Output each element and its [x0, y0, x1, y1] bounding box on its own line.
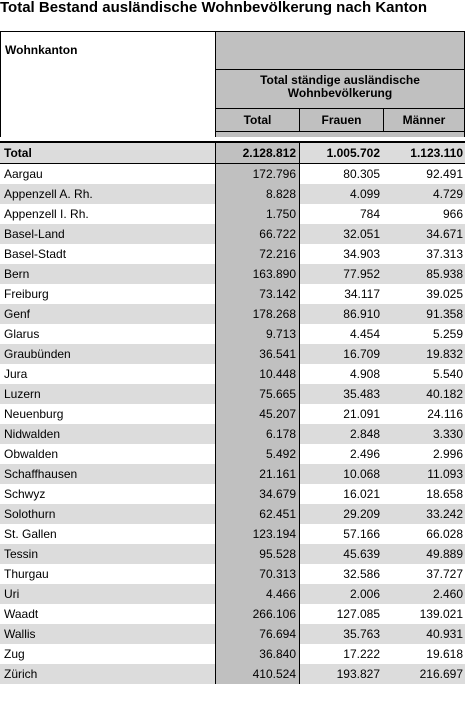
- table-row[interactable]: [0, 544, 465, 564]
- cell-frauen: 32.586: [300, 564, 384, 584]
- row-name: Graubünden: [0, 344, 216, 364]
- cell-maenner: 39.025: [383, 284, 465, 304]
- cell-maenner: 139.021: [383, 604, 465, 624]
- cell-frauen: 193.827: [300, 664, 384, 684]
- row-name: Genf: [0, 304, 216, 324]
- cell-total: 73.142: [216, 284, 300, 304]
- cell-total: 66.722: [216, 224, 300, 244]
- cell-frauen: 45.639: [300, 544, 384, 564]
- cell-frauen: 29.209: [300, 504, 384, 524]
- table-row[interactable]: [0, 284, 465, 304]
- row-name: Basel-Land: [0, 224, 216, 244]
- cell-maenner: 37.727: [383, 564, 465, 584]
- cell-maenner: 40.182: [383, 384, 465, 404]
- row-name: Aargau: [0, 164, 216, 185]
- row-name: Zürich: [0, 664, 216, 684]
- cell-frauen: 34.903: [300, 244, 384, 264]
- cell-maenner: 5.259: [383, 324, 465, 344]
- cell-maenner: 4.729: [383, 184, 465, 204]
- cell-maenner: 92.491: [383, 164, 465, 185]
- table-row[interactable]: [0, 624, 465, 644]
- cell-maenner: 19.832: [383, 344, 465, 364]
- cell-total: 36.541: [216, 344, 300, 364]
- cell-maenner: 40.931: [383, 624, 465, 644]
- row-name: Appenzell A. Rh.: [0, 184, 216, 204]
- row-name: Zug: [0, 644, 216, 664]
- row-name: Neuenburg: [0, 404, 216, 424]
- cell-frauen: 784: [300, 204, 384, 224]
- cell-frauen: 2.006: [300, 584, 384, 604]
- cell-frauen: 35.763: [300, 624, 384, 644]
- cell-total: 9.713: [216, 324, 300, 344]
- row-name: Uri: [0, 584, 216, 604]
- cell-frauen: 35.483: [300, 384, 384, 404]
- cell-maenner: 19.618: [383, 644, 465, 664]
- cell-maenner: 85.938: [383, 264, 465, 284]
- table-row[interactable]: [0, 304, 465, 324]
- row-name: St. Gallen: [0, 524, 216, 544]
- table-row[interactable]: [0, 224, 465, 244]
- cell-maenner: 11.093: [383, 464, 465, 484]
- table-row[interactable]: [0, 664, 465, 684]
- row-name: Waadt: [0, 604, 216, 624]
- cell-maenner: 2.996: [383, 444, 465, 464]
- cell-maenner: 216.697: [383, 664, 465, 684]
- table-title: Total Bestand ausländische Wohnbevölkerung nach Kanton: [0, 0, 428, 16]
- cell-maenner: 966: [383, 204, 465, 224]
- cell-frauen: 4.099: [300, 184, 384, 204]
- row-name: Solothurn: [0, 504, 216, 524]
- row-name: Freiburg: [0, 284, 216, 304]
- cell-total: 163.890: [216, 264, 300, 284]
- row-name: Total: [0, 142, 216, 164]
- cell-total: 178.268: [216, 304, 300, 324]
- column-header-frauen[interactable]: Frauen: [300, 109, 384, 131]
- cell-frauen: 57.166: [300, 524, 384, 544]
- cell-total: 172.796: [216, 164, 300, 185]
- row-name: Jura: [0, 364, 216, 384]
- table-row[interactable]: [0, 564, 465, 584]
- table-row[interactable]: [0, 364, 465, 384]
- cell-total: 123.194: [216, 524, 300, 544]
- cell-total: 36.840: [216, 644, 300, 664]
- cell-frauen: 127.085: [300, 604, 384, 624]
- row-name: Glarus: [0, 324, 216, 344]
- table-row[interactable]: [0, 584, 465, 604]
- row-name: Tessin: [0, 544, 216, 564]
- cell-maenner: 49.889: [383, 544, 465, 564]
- cell-maenner: 24.116: [383, 404, 465, 424]
- table-row[interactable]: [0, 644, 465, 664]
- row-name: Obwalden: [0, 444, 216, 464]
- table-row[interactable]: [0, 424, 465, 444]
- table-row[interactable]: [0, 184, 465, 204]
- table-row[interactable]: [0, 604, 465, 624]
- table-row[interactable]: [0, 244, 465, 264]
- cell-total: 72.216: [216, 244, 300, 264]
- table-row[interactable]: [0, 464, 465, 484]
- cell-frauen: 16.021: [300, 484, 384, 504]
- row-name: Luzern: [0, 384, 216, 404]
- row-name: Basel-Stadt: [0, 244, 216, 264]
- cell-maenner: 2.460: [383, 584, 465, 604]
- row-name: Schwyz: [0, 484, 216, 504]
- cell-total: 2.128.812: [216, 142, 300, 164]
- cell-maenner: 33.242: [383, 504, 465, 524]
- table-row[interactable]: [0, 204, 465, 224]
- cell-frauen: 80.305: [300, 164, 384, 185]
- table-row[interactable]: [0, 324, 465, 344]
- table-row[interactable]: [0, 524, 465, 544]
- cell-frauen: 86.910: [300, 304, 384, 324]
- cell-frauen: 21.091: [300, 404, 384, 424]
- cell-frauen: 4.454: [300, 324, 384, 344]
- table-row[interactable]: [0, 504, 465, 524]
- cell-frauen: 34.117: [300, 284, 384, 304]
- cell-total: 266.106: [216, 604, 300, 624]
- cell-maenner: 1.123.110: [383, 142, 465, 164]
- table-row[interactable]: [0, 484, 465, 504]
- cell-total: 45.207: [216, 404, 300, 424]
- cell-total: 75.665: [216, 384, 300, 404]
- cell-frauen: 32.051: [300, 224, 384, 244]
- row-name: Bern: [0, 264, 216, 284]
- column-headers: [216, 108, 464, 132]
- cell-frauen: 10.068: [300, 464, 384, 484]
- row-name: Appenzell I. Rh.: [0, 204, 216, 224]
- row-name: Wallis: [0, 624, 216, 644]
- cell-frauen: 2.496: [300, 444, 384, 464]
- cell-maenner: 3.330: [383, 424, 465, 444]
- table-row[interactable]: [0, 384, 465, 404]
- column-header-total[interactable]: Total: [216, 109, 300, 131]
- cell-maenner: 91.358: [383, 304, 465, 324]
- cell-frauen: 1.005.702: [300, 142, 384, 164]
- row-name: Nidwalden: [0, 424, 216, 444]
- cell-total: 5.492: [216, 444, 300, 464]
- row-label-text: Wohnkanton: [5, 43, 78, 57]
- group-label: Total ständige ausländische Wohnbevölkerung: [260, 73, 420, 100]
- cell-total: 410.524: [216, 664, 300, 684]
- header-divider: [216, 69, 464, 70]
- cell-maenner: 18.658: [383, 484, 465, 504]
- table-row[interactable]: [0, 264, 465, 284]
- column-header-maenner[interactable]: Männer: [402, 113, 446, 127]
- cell-total: 21.161: [216, 464, 300, 484]
- table-row[interactable]: [0, 404, 465, 424]
- cell-total: 62.451: [216, 504, 300, 524]
- cell-total: 76.694: [216, 624, 300, 644]
- cell-total: 70.313: [216, 564, 300, 584]
- row-name: Thurgau: [0, 564, 216, 584]
- table-row[interactable]: [0, 164, 465, 185]
- cell-total: 1.750: [216, 204, 300, 224]
- cell-total: 8.828: [216, 184, 300, 204]
- cell-total: 95.528: [216, 544, 300, 564]
- cell-total: 34.679: [216, 484, 300, 504]
- cell-total: 4.466: [216, 584, 300, 604]
- table-row[interactable]: [0, 444, 465, 464]
- cell-total: 6.178: [216, 424, 300, 444]
- cell-maenner: 5.540: [383, 364, 465, 384]
- cell-frauen: 17.222: [300, 644, 384, 664]
- cell-total: 10.448: [216, 364, 300, 384]
- row-label-header: [0, 31, 215, 137]
- row-name: Schaffhausen: [0, 464, 216, 484]
- table-row[interactable]: [0, 344, 465, 364]
- total-row[interactable]: [0, 142, 465, 164]
- cell-maenner: 66.028: [383, 524, 465, 544]
- cell-frauen: 4.908: [300, 364, 384, 384]
- cell-frauen: 77.952: [300, 264, 384, 284]
- cell-frauen: 16.709: [300, 344, 384, 364]
- cell-frauen: 2.848: [300, 424, 384, 444]
- cell-maenner: 34.671: [383, 224, 465, 244]
- table-header: [0, 31, 465, 143]
- column-group-header: [215, 31, 465, 137]
- cell-maenner: 37.313: [383, 244, 465, 264]
- data-table: [0, 141, 465, 684]
